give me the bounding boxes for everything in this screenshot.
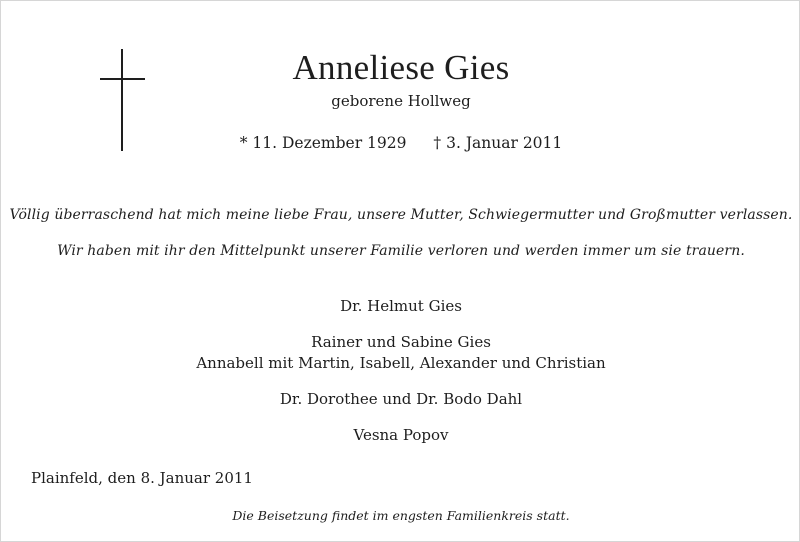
mourner-name: Vesna Popov <box>353 426 449 444</box>
message-line: Wir haben mit ihr den Mittelpunkt unserer Familie verloren und werden immer um sie trauern. <box>57 243 745 259</box>
life-dates <box>1 136 800 152</box>
mourner-name: Dr. Helmut Gies <box>340 297 462 315</box>
burial-note: Die Beisetzung findet im engsten Familienkreis statt. <box>232 508 570 523</box>
maiden-name: geborene Hollweg <box>331 92 471 110</box>
death-symbol: † <box>433 134 442 152</box>
deceased-name: Anneliese Gies <box>292 48 510 87</box>
birth-symbol: * <box>239 134 248 152</box>
birth-date: 11. Dezember 1929 <box>252 134 407 152</box>
mourner-name: Dr. Dorothee und Dr. Bodo Dahl <box>279 390 523 408</box>
mourner-name: Annabell mit Martin, Isabell, Alexander und Christian <box>196 354 606 372</box>
place-and-date: Plainfeld, den 8. Januar 2011 <box>31 469 253 487</box>
mourner-name: Rainer und Sabine Gies <box>311 333 491 351</box>
message-line: Völlig überraschend hat mich meine liebe Frau, unsere Mutter, Schwiegermutter und Großmutter verlassen. <box>9 207 793 223</box>
death-date: 3. Januar 2011 <box>446 134 563 152</box>
